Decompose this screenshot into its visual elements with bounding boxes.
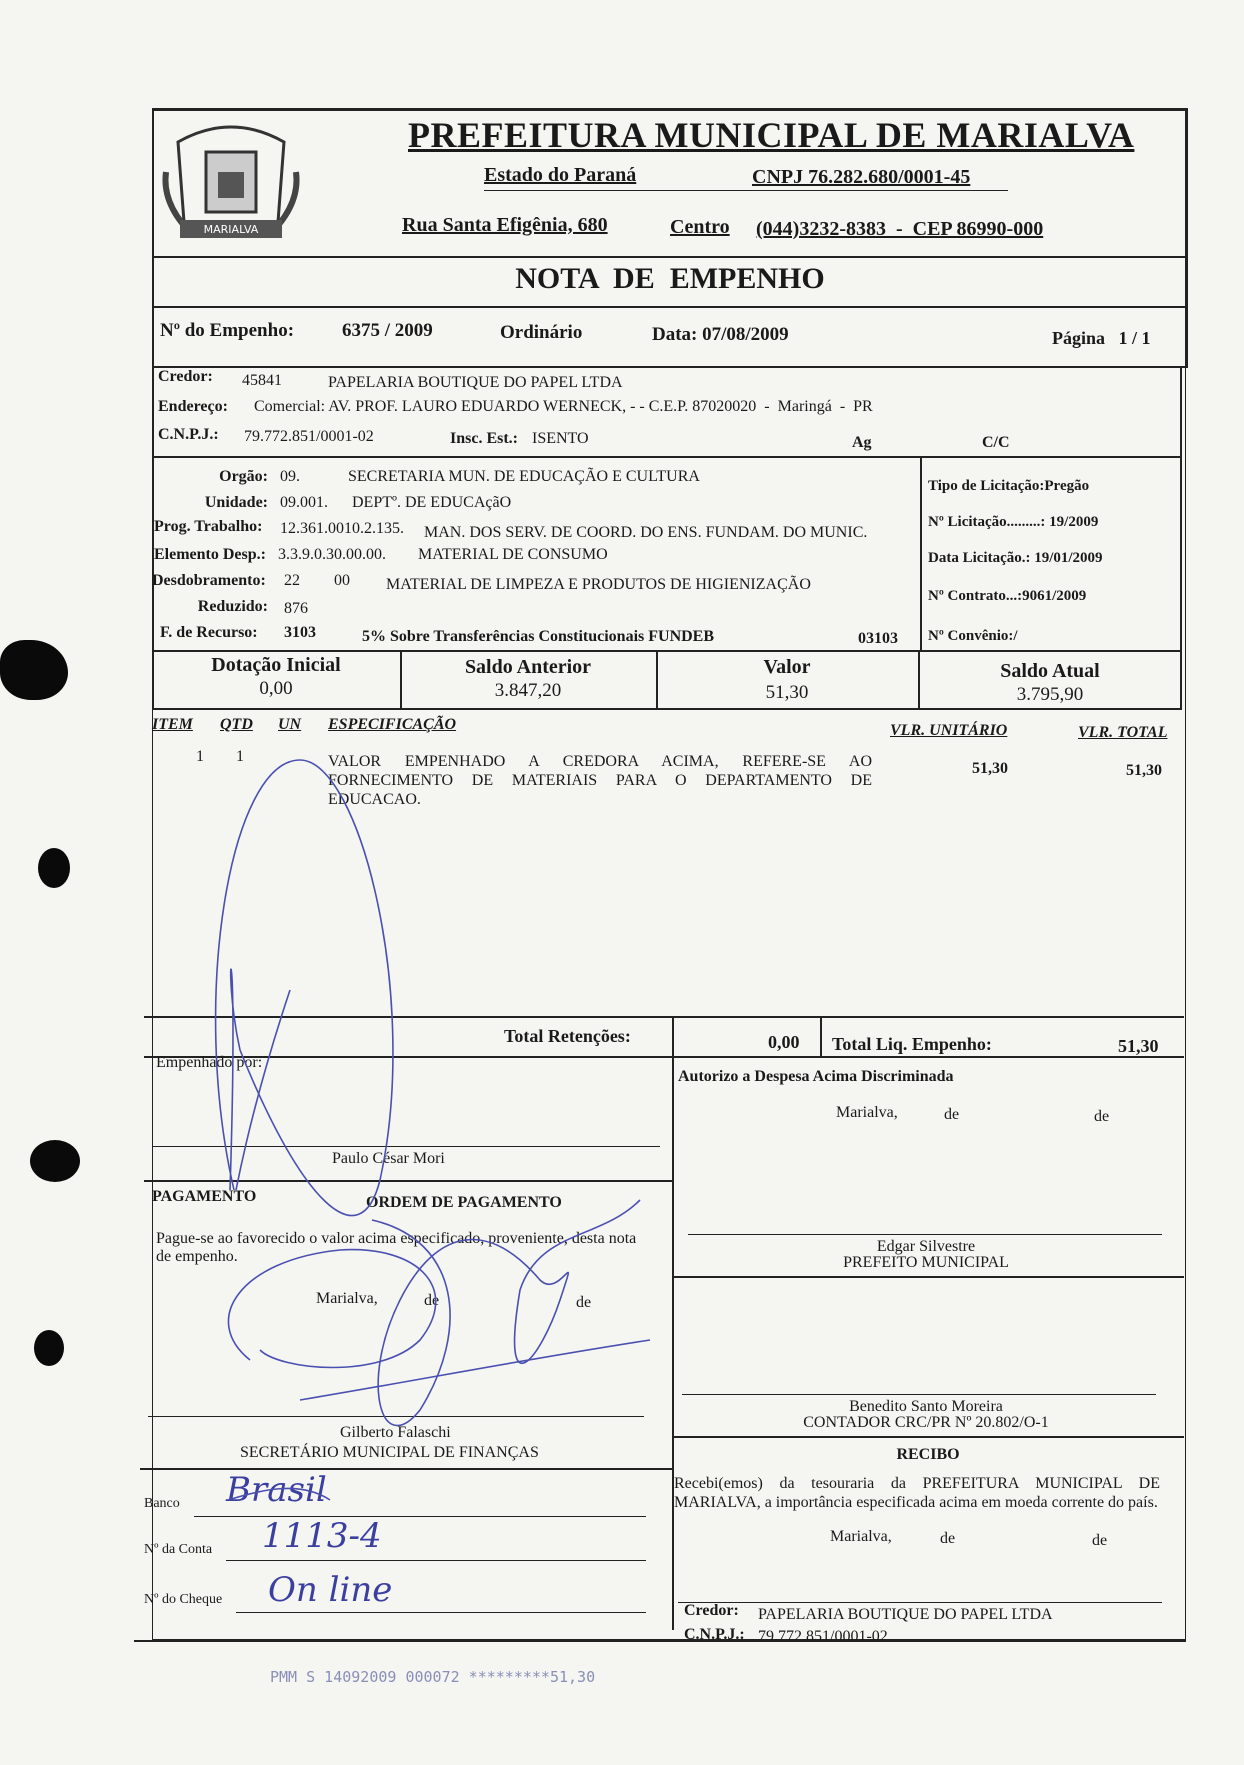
totals-divider (672, 1018, 674, 1630)
col-espec: ESPECIFICAÇÃO (328, 716, 457, 733)
lic-data: Data Licitação.: 19/01/2009 (928, 550, 1103, 566)
prog: MAN. DOS SERV. DE COORD. DO ENS. FUNDAM. DO MUNIC. (424, 524, 868, 541)
header-fone-cep: (044)3232-8383 - CEP 86990-000 (756, 218, 1044, 240)
empenho-pagina: Página 1 / 1 (1052, 328, 1151, 348)
rec-cod: 3103 (284, 624, 316, 641)
conta-label: Nº da Conta (144, 1542, 213, 1557)
pag-cargo: SECRETÁRIO MUNICIPAL DE FINANÇAS (240, 1444, 539, 1461)
saldo-value: 3.795,90 (1016, 684, 1084, 705)
orgao-cod: 09. (280, 468, 300, 485)
recibo-sign-line (678, 1602, 1162, 1603)
credor-insc: ISENTO (532, 430, 589, 447)
credor-nome: PAPELARIA BOUTIQUE DO PAPEL LTDA (328, 374, 623, 391)
pag-de1: de (424, 1292, 440, 1309)
cheque-label: Nº do Cheque (144, 1592, 223, 1607)
item-total: 51,30 (1126, 762, 1162, 779)
unidade-label: Unidade: (204, 494, 268, 511)
rec-cnpj: 79.772.851/0001-02 (758, 1628, 888, 1645)
saldo-value: 51,30 (765, 682, 809, 703)
rec-local: Marialva, (830, 1528, 892, 1545)
header-divider (484, 190, 1008, 191)
conta-value[interactable]: 1113-4 (262, 1516, 382, 1556)
rec-de1: de (940, 1530, 956, 1547)
cc-label: C/C (982, 434, 1010, 451)
empenhado-nome: Paulo César Mori (332, 1150, 445, 1167)
pagamento-label: PAGAMENTO (152, 1188, 257, 1205)
credor-codigo: 45841 (242, 372, 282, 389)
doc-title: NOTA DE EMPENHO (515, 262, 825, 295)
punch-hole (34, 1330, 64, 1366)
contador-top-line (672, 1276, 1184, 1278)
saldo-label: Valor (763, 656, 811, 678)
punch-hole (38, 848, 70, 888)
liq-value: 51,30 (1118, 1036, 1159, 1056)
cheque-line (236, 1612, 646, 1613)
header-cnpj: CNPJ 76.282.680/0001-45 (752, 166, 971, 188)
credor-label: Credor: (158, 368, 213, 385)
ag-label: Ag (852, 434, 872, 451)
lic-numero: Nº Licitação.........: 19/2009 (928, 514, 1099, 530)
totals-divider (820, 1018, 822, 1056)
rec-label: F. de Recurso: (160, 624, 258, 641)
col-un: UN (278, 716, 302, 733)
crest-text: MARIALVA (203, 223, 259, 236)
rec-de2: de (1092, 1532, 1108, 1549)
red: 876 (284, 600, 308, 617)
aut-sign-line (688, 1234, 1162, 1235)
saldo-label: Dotação Inicial (211, 654, 341, 676)
credor-cnpj: 79.772.851/0001-02 (244, 428, 374, 445)
conta-line (226, 1560, 646, 1561)
orgao-label: Orgão: (219, 468, 268, 485)
banco-label: Banco (144, 1496, 180, 1511)
machine-stamp: PMM S 14092009 000072 *********51,30 (270, 1668, 596, 1686)
rec-cnpj-label: C.N.P.J.: (684, 1626, 745, 1643)
empenhado-label: Empenhado por: (156, 1054, 263, 1071)
banco-top-line (140, 1468, 674, 1470)
pag-local: Marialva, (316, 1290, 378, 1307)
pagamento-texto: Pague-se ao favorecido o valor acima especificado, proveniente, desta nota de empenho. (156, 1230, 637, 1265)
aut-de1: de (944, 1106, 960, 1123)
classificacao-divider (920, 456, 922, 652)
prog-label: Prog. Trabalho: (154, 518, 263, 535)
empenho-data: Data: 07/08/2009 (652, 324, 789, 345)
rec-credor-label: Credor: (684, 1602, 739, 1619)
ordem-label: ORDEM DE PAGAMENTO (366, 1194, 562, 1211)
form-bottom-line (134, 1640, 1186, 1642)
saldo-label: Saldo Anterior (464, 656, 592, 678)
desd-a: 22 (284, 572, 300, 589)
empenhado-sign-line (152, 1146, 660, 1147)
item-unit: 51,30 (972, 760, 1008, 777)
banco-value[interactable]: Brasil (226, 1470, 327, 1510)
empenho-label: Nº do Empenho: (160, 320, 295, 341)
empenho-numero: 6375 / 2009 (342, 320, 433, 341)
item-espec: VALOR EMPENHADO A CREDORA ACIMA, REFERE-SE AO FORNECIMENTO DE MATERIAIS PARA O DEPARTAMENTO DE EDUCACAO. (328, 753, 872, 808)
cnpj-label: C.N.P.J.: (158, 426, 219, 443)
lic-tipo: Tipo de Licitação:Pregão (928, 478, 1090, 494)
saldo-value: 0,00 (259, 678, 293, 699)
contador-cargo: CONTADOR CRC/PR Nº 20.802/O-1 (803, 1414, 1049, 1431)
item-qtd: 1 (236, 748, 244, 765)
unidade: DEPTº. DE EDUCAçãO (352, 494, 512, 511)
endereco-label: Endereço: (158, 398, 228, 415)
lic-contrato: Nº Contrato...:9061/2009 (928, 588, 1087, 604)
prog-cod: 12.361.0010.2.135. (280, 520, 404, 537)
cheque-value[interactable]: On line (268, 1570, 393, 1610)
aut-local: Marialva, (836, 1104, 898, 1121)
ret-label: Total Retenções: (504, 1026, 631, 1046)
col-vlr-unit: VLR. UNITÁRIO (890, 722, 1008, 739)
elem-label: Elemento Desp.: (154, 546, 266, 563)
desd-b: 00 (334, 572, 350, 589)
aut-de2: de (1094, 1108, 1110, 1125)
contador-sign-line (682, 1394, 1156, 1395)
empenho-tipo: Ordinário (500, 322, 583, 343)
saldo-value: 3.847,20 (494, 680, 562, 701)
crest-icon (158, 112, 304, 252)
rec-cod2: 03103 (858, 630, 898, 647)
desd-label: Desdobramento: (152, 572, 266, 589)
totals-bottom-line (144, 1056, 1184, 1058)
page-title: PREFEITURA MUNICIPAL DE MARIALVA (408, 115, 1135, 155)
ink-blot (30, 1140, 80, 1182)
ret-value: 0,00 (768, 1032, 800, 1052)
contador-nome: Benedito Santo Moreira (849, 1398, 1003, 1415)
header-rua: Rua Santa Efigênia, 680 (402, 214, 608, 236)
liq-label: Total Liq. Empenho: (832, 1034, 992, 1054)
totals-top-line (144, 1016, 1184, 1018)
col-item: ITEM (152, 716, 193, 733)
aut-cargo: PREFEITO MUNICIPAL (843, 1254, 1009, 1271)
rec: 5% Sobre Transferências Constitucionais FUNDEB (362, 628, 715, 645)
rec-credor: PAPELARIA BOUTIQUE DO PAPEL LTDA (758, 1606, 1053, 1623)
col-vlr-total: VLR. TOTAL (1078, 724, 1168, 741)
red-label: Reduzido: (197, 598, 268, 615)
pag-nome: Gilberto Falaschi (340, 1424, 451, 1441)
lic-convenio: Nº Convênio:/ (928, 628, 1018, 644)
col-qtd: QTD (220, 716, 253, 733)
recibo-top-line (672, 1436, 1184, 1438)
header-estado: Estado do Paraná (484, 164, 637, 186)
insc-label: Insc. Est.: (450, 430, 519, 447)
elem: MATERIAL DE CONSUMO (418, 546, 608, 563)
saldo-label: Saldo Atual (1000, 660, 1100, 682)
ink-blot (0, 640, 68, 700)
header-centro: Centro (670, 216, 730, 238)
unidade-cod: 09.001. (280, 494, 328, 511)
recibo-label: RECIBO (896, 1446, 960, 1463)
autorizo-label: Autorizo a Despesa Acima Discriminada (678, 1068, 954, 1085)
pagamento-top-line (144, 1180, 674, 1182)
aut-nome: Edgar Silvestre (876, 1238, 976, 1255)
elem-cod: 3.3.9.0.30.00.00. (278, 546, 386, 563)
item-num: 1 (196, 748, 204, 765)
credor-endereco: Comercial: AV. PROF. LAURO EDUARDO WERNECK, - - C.E.P. 87020020 - Maringá - PR (254, 398, 873, 415)
desd: MATERIAL DE LIMPEZA E PRODUTOS DE HIGIENIZAÇÃO (386, 576, 811, 593)
orgao: SECRETARIA MUN. DE EDUCAÇÃO E CULTURA (348, 468, 700, 485)
recibo-texto: Recebi(emos) da tesouraria da PREFEITURA MUNICIPAL DE MARIALVA, a importância especificada acima em moeda corrente do país. (674, 1475, 1160, 1511)
pag-de2: de (576, 1294, 592, 1311)
pag-sign-line (148, 1416, 644, 1417)
